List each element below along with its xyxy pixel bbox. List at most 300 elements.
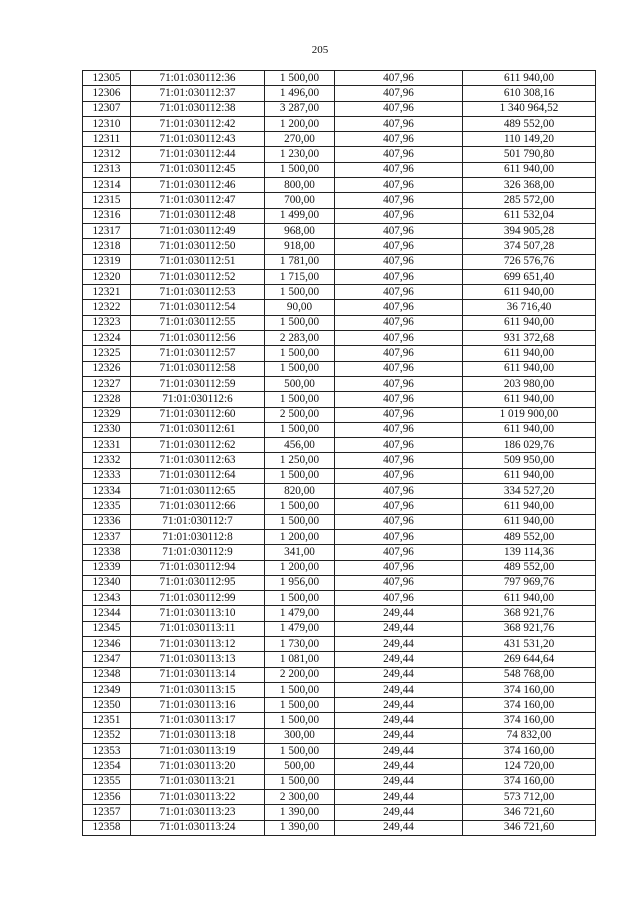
area-cell: 1 500,00 xyxy=(265,71,335,86)
row-number-cell: 12351 xyxy=(83,713,131,728)
area-cell: 1 479,00 xyxy=(265,621,335,636)
row-number-cell: 12358 xyxy=(83,820,131,835)
value-cell: 1 340 964,52 xyxy=(463,101,596,116)
rate-cell: 407,96 xyxy=(335,545,463,560)
area-cell: 1 500,00 xyxy=(265,514,335,529)
table-row xyxy=(83,744,596,759)
value-cell: 611 940,00 xyxy=(463,514,596,529)
row-number-cell: 12335 xyxy=(83,499,131,514)
cadastral-number-cell: 71:01:030112:57 xyxy=(131,346,265,361)
rate-cell: 407,96 xyxy=(335,422,463,437)
cadastral-number-cell: 71:01:030112:36 xyxy=(131,71,265,86)
table-row xyxy=(83,422,596,437)
page-number: 205 xyxy=(311,44,329,56)
row-number-cell: 12305 xyxy=(83,71,131,86)
cadastral-number-cell: 71:01:030112:55 xyxy=(131,315,265,330)
area-cell: 2 500,00 xyxy=(265,407,335,422)
area-cell: 270,00 xyxy=(265,132,335,147)
table-row xyxy=(83,178,596,193)
table-row xyxy=(83,805,596,820)
rate-cell: 407,96 xyxy=(335,499,463,514)
area-cell: 1 230,00 xyxy=(265,147,335,162)
value-cell: 374 160,00 xyxy=(463,713,596,728)
area-cell: 300,00 xyxy=(265,728,335,743)
cadastral-number-cell: 71:01:030112:52 xyxy=(131,269,265,284)
rate-cell: 407,96 xyxy=(335,407,463,422)
cadastral-number-cell: 71:01:030112:51 xyxy=(131,254,265,269)
row-number-cell: 12319 xyxy=(83,254,131,269)
cadastral-number-cell: 71:01:030112:44 xyxy=(131,147,265,162)
table-row xyxy=(83,269,596,284)
rate-cell: 407,96 xyxy=(335,285,463,300)
rate-cell: 407,96 xyxy=(335,116,463,131)
value-cell: 611 940,00 xyxy=(463,392,596,407)
row-number-cell: 12316 xyxy=(83,208,131,223)
rate-cell: 407,96 xyxy=(335,346,463,361)
rate-cell: 249,44 xyxy=(335,789,463,804)
cadastral-number-cell: 71:01:030112:43 xyxy=(131,132,265,147)
row-number-cell: 12354 xyxy=(83,759,131,774)
cadastral-number-cell: 71:01:030112:37 xyxy=(131,86,265,101)
table-row xyxy=(83,407,596,422)
area-cell: 1 500,00 xyxy=(265,499,335,514)
area-cell: 1 200,00 xyxy=(265,116,335,131)
cadastral-number-cell: 71:01:030113:10 xyxy=(131,606,265,621)
area-cell: 1 496,00 xyxy=(265,86,335,101)
table-row xyxy=(83,346,596,361)
rate-cell: 407,96 xyxy=(335,438,463,453)
row-number-cell: 12321 xyxy=(83,285,131,300)
row-number-cell: 12331 xyxy=(83,438,131,453)
value-cell: 611 940,00 xyxy=(463,499,596,514)
area-cell: 1 499,00 xyxy=(265,208,335,223)
value-cell: 285 572,00 xyxy=(463,193,596,208)
table-row xyxy=(83,789,596,804)
area-cell: 90,00 xyxy=(265,300,335,315)
value-cell: 611 940,00 xyxy=(463,591,596,606)
value-cell: 931 372,68 xyxy=(463,331,596,346)
table-row xyxy=(83,239,596,254)
value-cell: 611 940,00 xyxy=(463,315,596,330)
cadastral-number-cell: 71:01:030113:19 xyxy=(131,744,265,759)
rate-cell: 407,96 xyxy=(335,468,463,483)
row-number-cell: 12306 xyxy=(83,86,131,101)
table-row xyxy=(83,636,596,651)
cadastral-number-cell: 71:01:030113:15 xyxy=(131,682,265,697)
value-cell: 374 160,00 xyxy=(463,744,596,759)
value-cell: 509 950,00 xyxy=(463,453,596,468)
row-number-cell: 12317 xyxy=(83,223,131,238)
area-cell: 1 715,00 xyxy=(265,269,335,284)
table-row xyxy=(83,514,596,529)
rate-cell: 249,44 xyxy=(335,728,463,743)
area-cell: 1 730,00 xyxy=(265,636,335,651)
area-cell: 1 500,00 xyxy=(265,422,335,437)
area-cell: 1 500,00 xyxy=(265,698,335,713)
table-row xyxy=(83,361,596,376)
table-row xyxy=(83,682,596,697)
table-row xyxy=(83,728,596,743)
value-cell: 368 921,76 xyxy=(463,606,596,621)
row-number-cell: 12328 xyxy=(83,392,131,407)
rate-cell: 407,96 xyxy=(335,453,463,468)
row-number-cell: 12355 xyxy=(83,774,131,789)
rate-cell: 249,44 xyxy=(335,621,463,636)
cadastral-number-cell: 71:01:030112:63 xyxy=(131,453,265,468)
table-row xyxy=(83,499,596,514)
cadastral-number-cell: 71:01:030113:18 xyxy=(131,728,265,743)
row-number-cell: 12356 xyxy=(83,789,131,804)
table-row xyxy=(83,147,596,162)
rate-cell: 249,44 xyxy=(335,744,463,759)
cadastral-number-cell: 71:01:030112:66 xyxy=(131,499,265,514)
area-cell: 1 956,00 xyxy=(265,575,335,590)
rate-cell: 407,96 xyxy=(335,239,463,254)
rate-cell: 407,96 xyxy=(335,591,463,606)
row-number-cell: 12347 xyxy=(83,652,131,667)
rate-cell: 407,96 xyxy=(335,101,463,116)
value-cell: 726 576,76 xyxy=(463,254,596,269)
value-cell: 186 029,76 xyxy=(463,438,596,453)
value-cell: 334 527,20 xyxy=(463,484,596,499)
value-cell: 611 532,04 xyxy=(463,208,596,223)
area-cell: 1 250,00 xyxy=(265,453,335,468)
row-number-cell: 12349 xyxy=(83,682,131,697)
row-number-cell: 12327 xyxy=(83,376,131,391)
cadastral-number-cell: 71:01:030112:8 xyxy=(131,529,265,544)
value-cell: 611 940,00 xyxy=(463,162,596,177)
row-number-cell: 12357 xyxy=(83,805,131,820)
row-number-cell: 12311 xyxy=(83,132,131,147)
row-number-cell: 12318 xyxy=(83,239,131,254)
value-cell: 74 832,00 xyxy=(463,728,596,743)
cadastral-number-cell: 71:01:030112:47 xyxy=(131,193,265,208)
row-number-cell: 12348 xyxy=(83,667,131,682)
value-cell: 611 940,00 xyxy=(463,71,596,86)
area-cell: 1 500,00 xyxy=(265,315,335,330)
cadastral-number-cell: 71:01:030112:45 xyxy=(131,162,265,177)
table-body xyxy=(83,71,596,836)
rate-cell: 249,44 xyxy=(335,606,463,621)
value-cell: 489 552,00 xyxy=(463,560,596,575)
value-cell: 374 160,00 xyxy=(463,774,596,789)
value-cell: 124 720,00 xyxy=(463,759,596,774)
area-cell: 1 390,00 xyxy=(265,805,335,820)
table-row xyxy=(83,713,596,728)
cadastral-number-cell: 71:01:030112:53 xyxy=(131,285,265,300)
cadastral-number-cell: 71:01:030112:56 xyxy=(131,331,265,346)
cadastral-number-cell: 71:01:030112:95 xyxy=(131,575,265,590)
value-cell: 368 921,76 xyxy=(463,621,596,636)
table-row xyxy=(83,652,596,667)
value-cell: 610 308,16 xyxy=(463,86,596,101)
table-row xyxy=(83,560,596,575)
rate-cell: 407,96 xyxy=(335,147,463,162)
value-cell: 611 940,00 xyxy=(463,422,596,437)
row-number-cell: 12338 xyxy=(83,545,131,560)
table-row xyxy=(83,285,596,300)
cadastral-number-cell: 71:01:030113:16 xyxy=(131,698,265,713)
table-row xyxy=(83,606,596,621)
row-number-cell: 12337 xyxy=(83,529,131,544)
table-row xyxy=(83,193,596,208)
row-number-cell: 12346 xyxy=(83,636,131,651)
value-cell: 374 160,00 xyxy=(463,698,596,713)
area-cell: 1 500,00 xyxy=(265,774,335,789)
table-row xyxy=(83,132,596,147)
rate-cell: 249,44 xyxy=(335,636,463,651)
rate-cell: 407,96 xyxy=(335,162,463,177)
rate-cell: 407,96 xyxy=(335,178,463,193)
row-number-cell: 12325 xyxy=(83,346,131,361)
row-number-cell: 12344 xyxy=(83,606,131,621)
area-cell: 3 287,00 xyxy=(265,101,335,116)
rate-cell: 407,96 xyxy=(335,514,463,529)
rate-cell: 407,96 xyxy=(335,223,463,238)
value-cell: 501 790,80 xyxy=(463,147,596,162)
value-cell: 699 651,40 xyxy=(463,269,596,284)
area-cell: 500,00 xyxy=(265,759,335,774)
rate-cell: 407,96 xyxy=(335,86,463,101)
row-number-cell: 12315 xyxy=(83,193,131,208)
value-cell: 346 721,60 xyxy=(463,805,596,820)
table-row xyxy=(83,208,596,223)
row-number-cell: 12329 xyxy=(83,407,131,422)
cadastral-number-cell: 71:01:030112:54 xyxy=(131,300,265,315)
area-cell: 341,00 xyxy=(265,545,335,560)
table-row xyxy=(83,101,596,116)
row-number-cell: 12352 xyxy=(83,728,131,743)
value-cell: 36 716,40 xyxy=(463,300,596,315)
area-cell: 1 500,00 xyxy=(265,361,335,376)
table-row xyxy=(83,759,596,774)
table-row xyxy=(83,86,596,101)
value-cell: 394 905,28 xyxy=(463,223,596,238)
rate-cell: 407,96 xyxy=(335,560,463,575)
value-cell: 374 507,28 xyxy=(463,239,596,254)
table-row xyxy=(83,453,596,468)
rate-cell: 407,96 xyxy=(335,484,463,499)
cadastral-number-cell: 71:01:030112:42 xyxy=(131,116,265,131)
rate-cell: 249,44 xyxy=(335,805,463,820)
cadastral-number-cell: 71:01:030112:46 xyxy=(131,178,265,193)
table-row xyxy=(83,820,596,835)
area-cell: 1 500,00 xyxy=(265,713,335,728)
cadastral-number-cell: 71:01:030113:17 xyxy=(131,713,265,728)
area-cell: 1 390,00 xyxy=(265,820,335,835)
table-row xyxy=(83,331,596,346)
table-row xyxy=(83,774,596,789)
area-cell: 2 300,00 xyxy=(265,789,335,804)
cadastral-number-cell: 71:01:030113:21 xyxy=(131,774,265,789)
row-number-cell: 12350 xyxy=(83,698,131,713)
table-row xyxy=(83,376,596,391)
cadastral-number-cell: 71:01:030113:23 xyxy=(131,805,265,820)
rate-cell: 407,96 xyxy=(335,529,463,544)
rate-cell: 249,44 xyxy=(335,820,463,835)
rate-cell: 249,44 xyxy=(335,713,463,728)
area-cell: 2 200,00 xyxy=(265,667,335,682)
cadastral-number-cell: 71:01:030113:22 xyxy=(131,789,265,804)
row-number-cell: 12332 xyxy=(83,453,131,468)
area-cell: 1 500,00 xyxy=(265,682,335,697)
value-cell: 548 768,00 xyxy=(463,667,596,682)
area-cell: 2 283,00 xyxy=(265,331,335,346)
rate-cell: 407,96 xyxy=(335,132,463,147)
cadastral-number-cell: 71:01:030112:65 xyxy=(131,484,265,499)
area-cell: 800,00 xyxy=(265,178,335,193)
row-number-cell: 12322 xyxy=(83,300,131,315)
cadastral-number-cell: 71:01:030112:58 xyxy=(131,361,265,376)
rate-cell: 249,44 xyxy=(335,667,463,682)
table-row xyxy=(83,529,596,544)
cadastral-number-cell: 71:01:030113:24 xyxy=(131,820,265,835)
table-row xyxy=(83,223,596,238)
table-row xyxy=(83,698,596,713)
cadastral-number-cell: 71:01:030113:13 xyxy=(131,652,265,667)
value-cell: 110 149,20 xyxy=(463,132,596,147)
row-number-cell: 12336 xyxy=(83,514,131,529)
row-number-cell: 12324 xyxy=(83,331,131,346)
row-number-cell: 12313 xyxy=(83,162,131,177)
rate-cell: 407,96 xyxy=(335,71,463,86)
area-cell: 820,00 xyxy=(265,484,335,499)
row-number-cell: 12333 xyxy=(83,468,131,483)
rate-cell: 407,96 xyxy=(335,392,463,407)
table-row xyxy=(83,575,596,590)
value-cell: 139 114,36 xyxy=(463,545,596,560)
value-cell: 1 019 900,00 xyxy=(463,407,596,422)
cadastral-number-cell: 71:01:030113:11 xyxy=(131,621,265,636)
value-cell: 611 940,00 xyxy=(463,468,596,483)
cadastral-number-cell: 71:01:030112:99 xyxy=(131,591,265,606)
table-row xyxy=(83,468,596,483)
row-number-cell: 12307 xyxy=(83,101,131,116)
rate-cell: 407,96 xyxy=(335,269,463,284)
table-row xyxy=(83,300,596,315)
cadastral-number-cell: 71:01:030112:61 xyxy=(131,422,265,437)
cadastral-number-cell: 71:01:030112:6 xyxy=(131,392,265,407)
cadastral-number-cell: 71:01:030112:7 xyxy=(131,514,265,529)
area-cell: 918,00 xyxy=(265,239,335,254)
table-row xyxy=(83,315,596,330)
area-cell: 500,00 xyxy=(265,376,335,391)
rate-cell: 407,96 xyxy=(335,193,463,208)
area-cell: 1 500,00 xyxy=(265,285,335,300)
row-number-cell: 12339 xyxy=(83,560,131,575)
row-number-cell: 12314 xyxy=(83,178,131,193)
row-number-cell: 12323 xyxy=(83,315,131,330)
row-number-cell: 12345 xyxy=(83,621,131,636)
value-cell: 611 940,00 xyxy=(463,346,596,361)
row-number-cell: 12334 xyxy=(83,484,131,499)
area-cell: 1 200,00 xyxy=(265,529,335,544)
area-cell: 1 500,00 xyxy=(265,468,335,483)
table-row xyxy=(83,438,596,453)
cadastral-number-cell: 71:01:030112:48 xyxy=(131,208,265,223)
cadastral-number-cell: 71:01:030112:64 xyxy=(131,468,265,483)
area-cell: 1 479,00 xyxy=(265,606,335,621)
value-cell: 346 721,60 xyxy=(463,820,596,835)
table-row xyxy=(83,254,596,269)
row-number-cell: 12340 xyxy=(83,575,131,590)
cadastral-number-cell: 71:01:030112:49 xyxy=(131,223,265,238)
value-cell: 431 531,20 xyxy=(463,636,596,651)
rate-cell: 407,96 xyxy=(335,331,463,346)
cadastral-number-cell: 71:01:030112:9 xyxy=(131,545,265,560)
data-table xyxy=(82,70,596,836)
rate-cell: 249,44 xyxy=(335,759,463,774)
cadastral-number-cell: 71:01:030113:20 xyxy=(131,759,265,774)
value-cell: 489 552,00 xyxy=(463,116,596,131)
table-row xyxy=(83,392,596,407)
rate-cell: 407,96 xyxy=(335,315,463,330)
area-cell: 1 200,00 xyxy=(265,560,335,575)
cadastral-number-cell: 71:01:030112:62 xyxy=(131,438,265,453)
row-number-cell: 12312 xyxy=(83,147,131,162)
row-number-cell: 12310 xyxy=(83,116,131,131)
row-number-cell: 12343 xyxy=(83,591,131,606)
table-row xyxy=(83,71,596,86)
table-row xyxy=(83,116,596,131)
cadastral-number-cell: 71:01:030112:60 xyxy=(131,407,265,422)
cadastral-number-cell: 71:01:030113:14 xyxy=(131,667,265,682)
area-cell: 1 781,00 xyxy=(265,254,335,269)
cadastral-number-cell: 71:01:030113:12 xyxy=(131,636,265,651)
area-cell: 1 081,00 xyxy=(265,652,335,667)
rate-cell: 407,96 xyxy=(335,376,463,391)
area-cell: 1 500,00 xyxy=(265,392,335,407)
value-cell: 326 368,00 xyxy=(463,178,596,193)
area-cell: 1 500,00 xyxy=(265,591,335,606)
value-cell: 203 980,00 xyxy=(463,376,596,391)
cadastral-number-cell: 71:01:030112:38 xyxy=(131,101,265,116)
table-row xyxy=(83,162,596,177)
rate-cell: 407,96 xyxy=(335,361,463,376)
rate-cell: 407,96 xyxy=(335,208,463,223)
value-cell: 611 940,00 xyxy=(463,361,596,376)
row-number-cell: 12353 xyxy=(83,744,131,759)
row-number-cell: 12330 xyxy=(83,422,131,437)
rate-cell: 249,44 xyxy=(335,698,463,713)
cadastral-number-cell: 71:01:030112:50 xyxy=(131,239,265,254)
rate-cell: 407,96 xyxy=(335,300,463,315)
table-row xyxy=(83,621,596,636)
value-cell: 797 969,76 xyxy=(463,575,596,590)
rate-cell: 407,96 xyxy=(335,254,463,269)
value-cell: 269 644,64 xyxy=(463,652,596,667)
table-row xyxy=(83,591,596,606)
value-cell: 374 160,00 xyxy=(463,682,596,697)
area-cell: 1 500,00 xyxy=(265,162,335,177)
table-row xyxy=(83,545,596,560)
value-cell: 573 712,00 xyxy=(463,789,596,804)
cadastral-number-cell: 71:01:030112:59 xyxy=(131,376,265,391)
cadastral-number-cell: 71:01:030112:94 xyxy=(131,560,265,575)
table-row xyxy=(83,484,596,499)
value-cell: 489 552,00 xyxy=(463,529,596,544)
value-cell: 611 940,00 xyxy=(463,285,596,300)
rate-cell: 249,44 xyxy=(335,652,463,667)
rate-cell: 407,96 xyxy=(335,575,463,590)
area-cell: 456,00 xyxy=(265,438,335,453)
rate-cell: 249,44 xyxy=(335,682,463,697)
table-row xyxy=(83,667,596,682)
area-cell: 700,00 xyxy=(265,193,335,208)
row-number-cell: 12320 xyxy=(83,269,131,284)
area-cell: 1 500,00 xyxy=(265,346,335,361)
row-number-cell: 12326 xyxy=(83,361,131,376)
